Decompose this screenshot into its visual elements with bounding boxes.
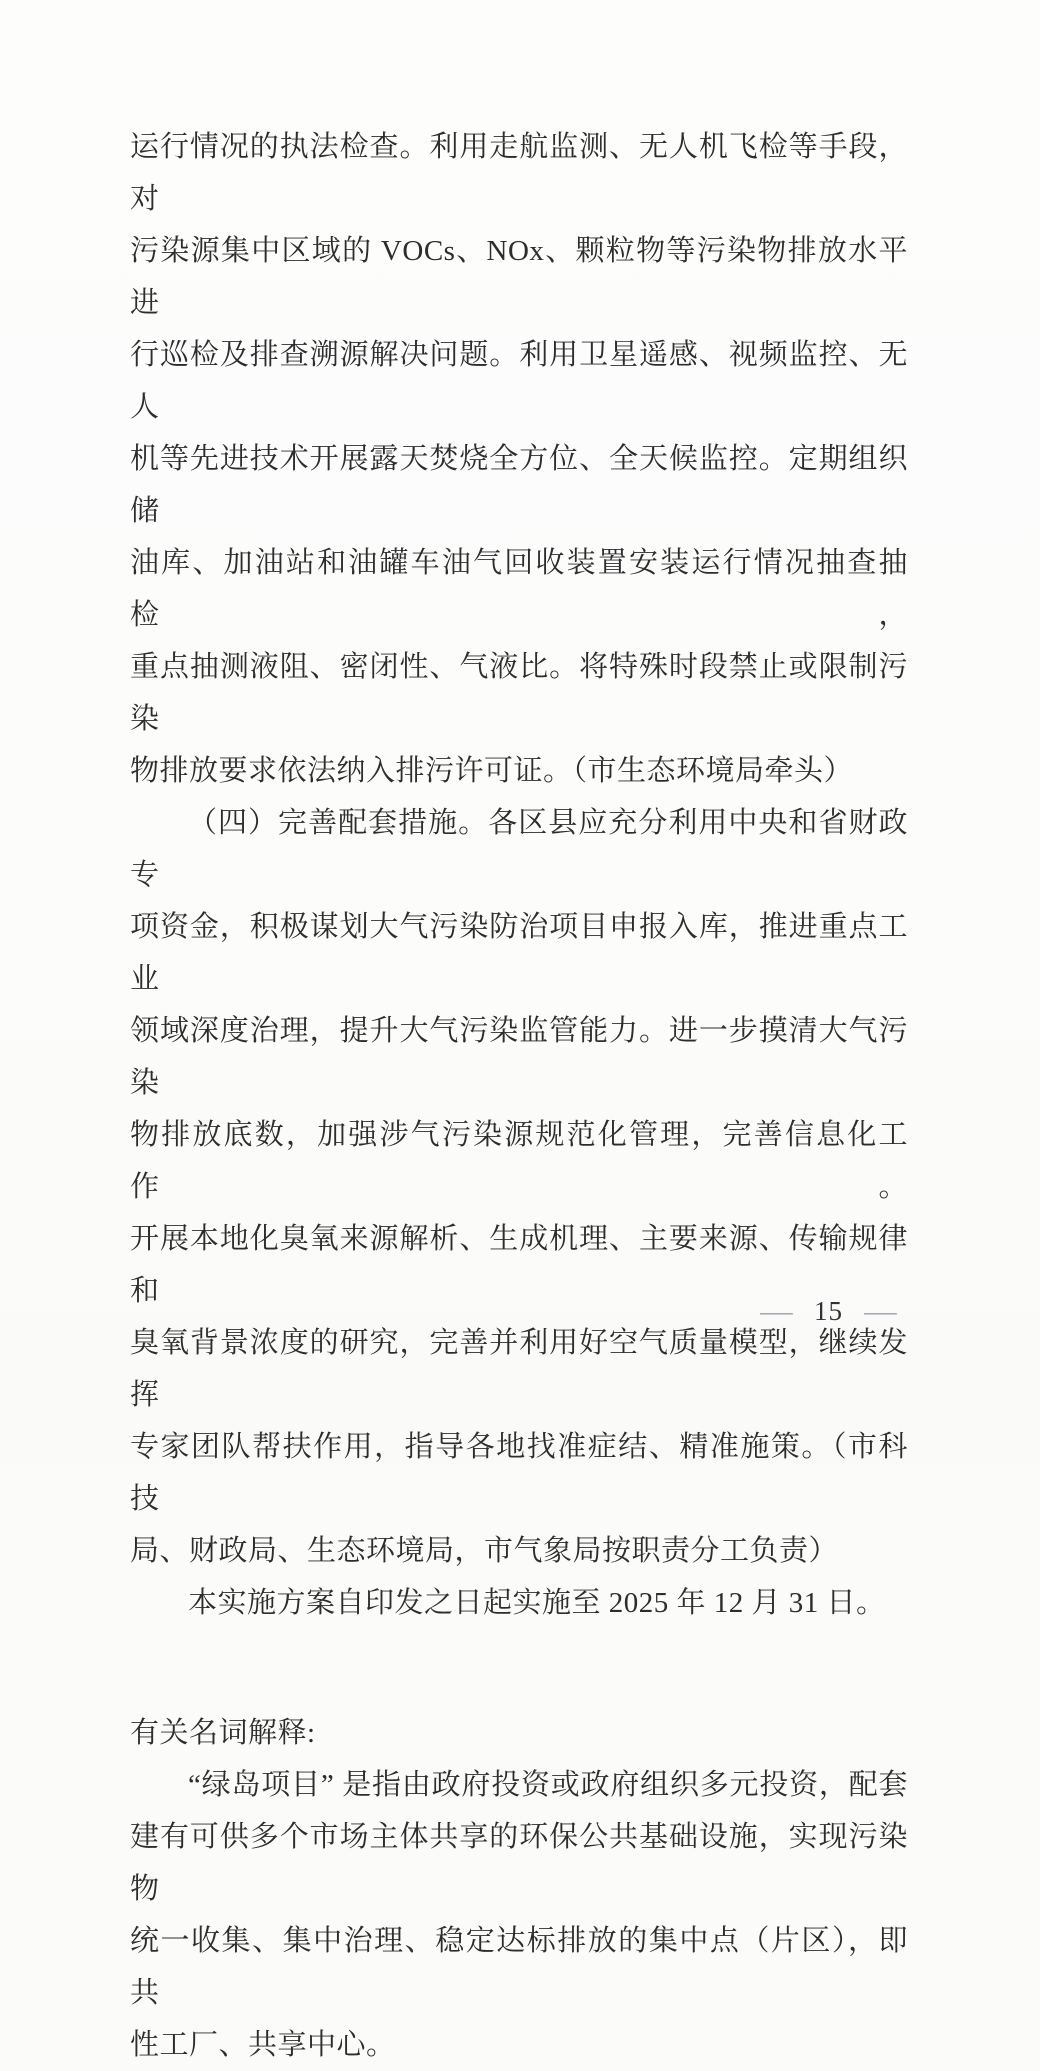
paragraph-glossary-heading [130,1707,908,1759]
text-line: 局、财政局、生态环境局，市气象局按职责分工负责） [130,1535,839,1567]
text-line: 油库、加油站和油罐车油气回收装置安装运行情况抽查抽检， [130,547,908,631]
text-line: 机等先进技术开展露天焚烧全方位、全天候监控。定期组织储 [130,443,908,527]
paragraph-continuation [130,121,908,797]
text-line: 专家团队帮扶作用，指导各地找准症结、精准施策。（市科技 [130,1431,908,1515]
paragraph-section-4 [130,797,908,1577]
text-line: 污染源集中区域的 VOCs、NOx、颗粒物等污染物排放水平进 [130,235,908,319]
text-line: 行巡检及排查溯源解决问题。利用卫星遥感、视频监控、无人 [130,339,908,423]
text-line: 统一收集、集中治理、稳定达标排放的集中点（片区），即共 [130,1925,908,2009]
text-line: 物排放要求依法纳入排污许可证。（市生态环境局牵头） [130,755,854,787]
paragraph-green-island-definition [130,1759,908,2071]
text-line: 建有可供多个市场主体共享的环保公共基础设施，实现污染物 [130,1821,908,1905]
text-line: 重点抽测液阻、密闭性、气液比。将特殊时段禁止或限制污染 [130,651,908,735]
text-line: 项资金，积极谋划大气污染防治项目申报入库，推进重点工业 [130,911,908,995]
text-run: 各区县应充分利用中央和省财政专 [130,807,908,891]
text-line: 物排放底数，加强涉气污染源规范化管理，完善信息化工作。 [130,1119,908,1203]
text-line: 本实施方案自印发之日起实施至 2025 年 12 月 31 日。 [188,1587,886,1619]
section-heading: （四）完善配套措施。 [188,807,489,839]
paragraph-effective-date [130,1577,908,1629]
page-number [760,1296,897,1327]
page-number-value: 15 [814,1296,843,1326]
page-number-left-dash: — [760,1296,793,1326]
section-gap [130,1629,908,1707]
text-line: 有关名词解释: [130,1717,316,1749]
text-line: 性工厂、共享中心。 [130,2029,396,2061]
text-line: 领域深度治理，提升大气污染监管能力。进一步摸清大气污染 [130,1015,908,1099]
document-body [130,121,908,2071]
text-line: 开展本地化臭氧来源解析、生成机理、主要来源、传输规律和 [130,1223,908,1307]
text-line [130,797,908,901]
text-line: 运行情况的执法检查。利用走航监测、无人机飞检等手段，对 [130,131,908,215]
text-line: “绿岛项目” 是指由政府投资或政府组织多元投资，配套 [188,1769,908,1801]
text-line: 臭氧背景浓度的研究，完善并利用好空气质量模型，继续发挥 [130,1327,908,1411]
page-number-right-dash: — [864,1296,897,1326]
